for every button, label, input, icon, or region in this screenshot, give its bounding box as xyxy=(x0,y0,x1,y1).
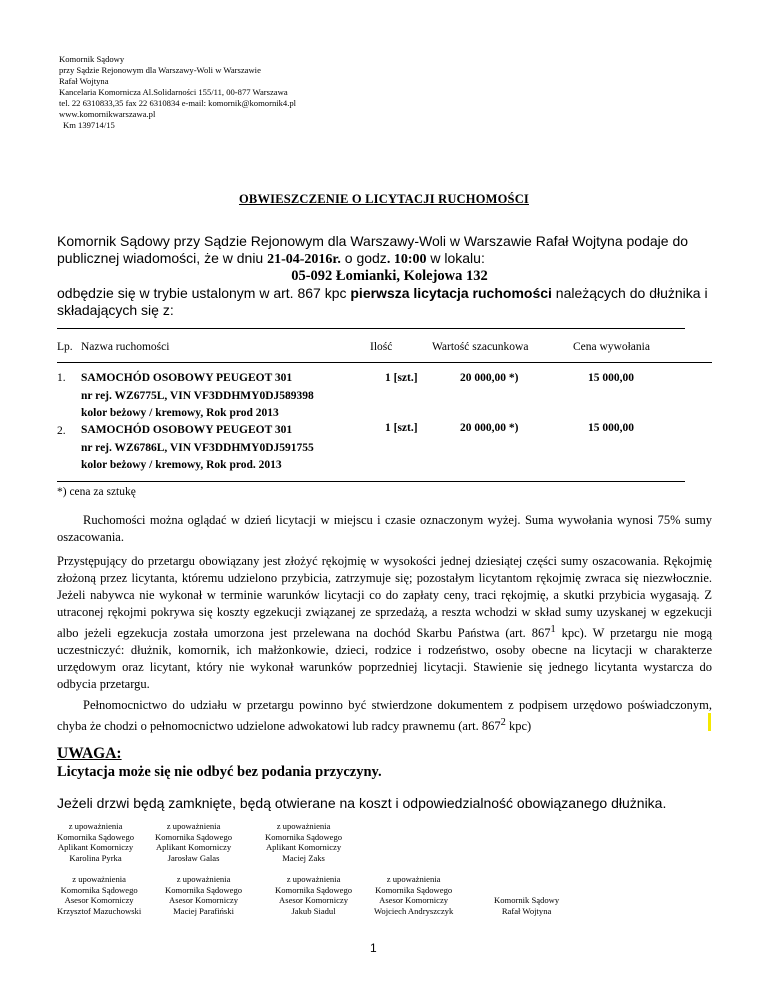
intro-text: w lokalu: xyxy=(426,250,485,266)
attorney-text: kpc) xyxy=(505,719,532,734)
signature-line: z upoważnienia xyxy=(166,821,221,831)
auction-location: 05-092 Łomianki, Kolejowa 132 xyxy=(291,268,488,284)
letterhead-line: przy Sądzie Rejonowym dla Warszawy-Woli w Warszawie xyxy=(59,65,261,75)
table-row-description xyxy=(81,370,314,423)
intro-paragraph xyxy=(57,233,722,319)
intro-text: o godz xyxy=(340,250,387,266)
row-price: 15 000,00 xyxy=(588,422,634,434)
row-qty: 1 [szt.] xyxy=(385,422,418,434)
viewing-paragraph: Ruchomości można oglądać w dzień licytacji w miejscu i czasie oznaczonym wyżej. Suma wywołania wynosi 75% sumy oszacowania. xyxy=(57,513,712,544)
auction-type: pierwsza licytacja ruchomości xyxy=(350,285,552,301)
letterhead xyxy=(59,54,296,131)
signature-name: Jakub Siadul xyxy=(291,905,336,916)
signature-line: Komornika Sądowego xyxy=(57,831,135,842)
table-top-rule xyxy=(57,328,685,329)
auction-time: . 10:00 xyxy=(386,252,427,267)
signature-line: z upoważnienia xyxy=(386,874,441,884)
letterhead-line: Kancelaria Komornicza Al.Solidarności 155/11, 00-877 Warszawa xyxy=(59,87,288,97)
header-lp: Lp. xyxy=(57,341,73,353)
signature-block xyxy=(265,821,342,863)
signature-block xyxy=(57,874,141,916)
signature-line: Asesor Komorniczy xyxy=(379,895,449,905)
signature-line: Komornika Sądowego xyxy=(375,884,453,895)
row-lp: 1. xyxy=(57,372,66,384)
letterhead-line: Rafał Wojtyna xyxy=(59,76,109,86)
bailiff-signature xyxy=(494,895,559,916)
signature-name: Karolina Pyrka xyxy=(69,852,122,863)
deposit-text: kpc). W przetargu nie mogą uczestniczyć: dłużnik, komornik, ich małżonkowie, dzieci, rodzice i rodzeństwo, osoby obecne na licytacji w charakterze urzędowym oraz licytant, który nie wykonał warunków poprzedniej licytacji. Stawienie się jednego licytanta wystarcza do odbycia przetargu. xyxy=(57,626,712,692)
signature-line: Asesor Komorniczy xyxy=(64,895,134,905)
signature-line: z upoważnienia xyxy=(68,821,123,831)
row-qty: 1 [szt.] xyxy=(385,372,418,384)
signature-line: z upoważnienia xyxy=(276,821,331,831)
item-registration: nr rej. WZ6786L, VIN VF3DDHMY0DJ591755 xyxy=(81,441,314,454)
attorney-text: Pełnomocnictwo do udziału w przetargu powinno być stwierdzone dokumentem z podpisem urzędowo poświadczonym, chyba że chodzi o pełnomocnictwo udzielone adwokatowi lub radcy prawnemu (art. 867 xyxy=(57,698,712,734)
table-header-rule xyxy=(57,362,712,363)
intro-text: odbędzie się w trybie ustalonym w art. 867 kpc xyxy=(57,285,351,301)
signature-line: z upoważnienia xyxy=(176,874,231,884)
signature-line: Komornika Sądowego xyxy=(275,884,353,895)
signature-block xyxy=(155,821,232,863)
table-row-description xyxy=(81,422,314,475)
signature-line: Komornik Sądowy xyxy=(494,895,560,905)
deposit-text: Przystępujący do przetargu obowiązany jest złożyć rękojmię w wysokości jednej dziesiątej części sumy oszacowania. Rękojmię złożoną przez licytanta, któremu udzielono przybicia, zatrzymuje się; pozostałym licytantom rękojmię zwraca się niezwłocznie. Jeżeli nabywca nie wykonał w terminie warunków licytacji co do zapłaty ceny, traci rękojmię, a skutki przybicia wygasają. Z utraconej rękojmi pokrywa się koszty egzekucji związanej ze sprzedażą, a reszta wchodzi w skład sumy uzyskanej w egzekucji albo jeżeli egzekucja została umorzona jest przelewana na dochód Skarbu Państwa (art. 867 xyxy=(57,554,712,641)
signature-name: Wojciech Andryszczyk xyxy=(374,905,454,916)
letterhead-line: www.komornikwarszawa.pl xyxy=(59,109,156,119)
row-value: 20 000,00 *) xyxy=(460,372,519,384)
article-superscript: 1 xyxy=(550,624,556,635)
auction-date: 21-04-2016r. xyxy=(267,252,341,267)
signature-name: Rafał Wojtyna xyxy=(501,905,552,916)
article-superscript: 2 xyxy=(500,717,506,728)
item-name: SAMOCHÓD OSOBOWY PEUGEOT 301 xyxy=(81,424,293,436)
signature-block xyxy=(57,821,134,863)
notice-heading: UWAGA: xyxy=(57,745,122,762)
signature-line: Asesor Komorniczy xyxy=(279,895,349,905)
highlight-mark xyxy=(708,713,711,731)
doors-notice: Jeżeli drzwi będą zamknięte, będą otwierane na koszt i odpowiedzialność obowiązanego dłużnika. xyxy=(57,795,667,811)
signature-line: Asesor Komorniczy xyxy=(169,895,239,905)
notice-line: Licytacja może się nie odbyć bez podania przyczyny. xyxy=(57,764,382,780)
item-name: SAMOCHÓD OSOBOWY PEUGEOT 301 xyxy=(81,372,293,384)
signature-line: Komornika Sądowego xyxy=(60,884,138,895)
letterhead-line: Komornik Sądowy xyxy=(59,54,125,64)
item-registration: nr rej. WZ6775L, VIN VF3DDHMY0DJ589398 xyxy=(81,389,314,402)
signature-line: Aplikant Komorniczy xyxy=(265,842,342,852)
signature-name: Maciej Zaks xyxy=(282,852,325,863)
row-value: 20 000,00 *) xyxy=(460,422,519,434)
document-title: OBWIESZCZENIE O LICYTACJI RUCHOMOŚCI xyxy=(238,192,529,206)
table-footnote: *) cena za sztukę xyxy=(57,486,136,498)
header-name: Nazwa ruchomości xyxy=(81,341,170,353)
signature-name: Jarosław Galas xyxy=(167,852,220,863)
deposit-paragraph xyxy=(57,553,712,693)
signature-line: Komornika Sądowego xyxy=(155,831,233,842)
page-number: 1 xyxy=(370,941,377,955)
power-of-attorney-paragraph xyxy=(57,697,712,735)
header-qty: Ilość xyxy=(370,341,393,353)
item-color-year: kolor beżowy / kremowy, Rok prod 2013 xyxy=(81,407,279,419)
signature-line: Aplikant Komorniczy xyxy=(155,842,232,852)
signature-line: Komornika Sądowego xyxy=(265,831,343,842)
signature-block xyxy=(275,874,352,916)
letterhead-line: tel. 22 6310833,35 fax 22 6310834 e-mail: komornik@komornik4.pl xyxy=(59,98,297,108)
intro-text: należących do dłużnika i składających się z: xyxy=(57,285,708,318)
row-lp: 2. xyxy=(57,425,66,437)
item-color-year: kolor beżowy / kremowy, Rok prod. 2013 xyxy=(81,459,282,471)
row-price: 15 000,00 xyxy=(588,372,634,384)
signature-line: z upoważnienia xyxy=(72,874,126,884)
signature-name: Krzysztof Mazuchowski xyxy=(57,905,142,916)
signature-block xyxy=(374,874,453,916)
header-value: Wartość szacunkowa xyxy=(432,341,529,353)
case-number: Km 139714/15 xyxy=(63,120,115,130)
header-price: Cena wywołania xyxy=(573,341,650,353)
signature-name: Maciej Parafiński xyxy=(173,905,234,916)
signature-line: Aplikant Komorniczy xyxy=(57,842,134,852)
signature-line: Komornika Sądowego xyxy=(165,884,243,895)
signature-line: z upoważnienia xyxy=(286,874,341,884)
signature-block xyxy=(165,874,242,916)
intro-text: Komornik Sądowy przy Sądzie Rejonowym dla Warszawy-Woli w Warszawie Rafał Wojtyna podaje do publicznej wiadomości, że w dniu xyxy=(57,233,689,266)
table-bottom-rule xyxy=(57,481,685,482)
